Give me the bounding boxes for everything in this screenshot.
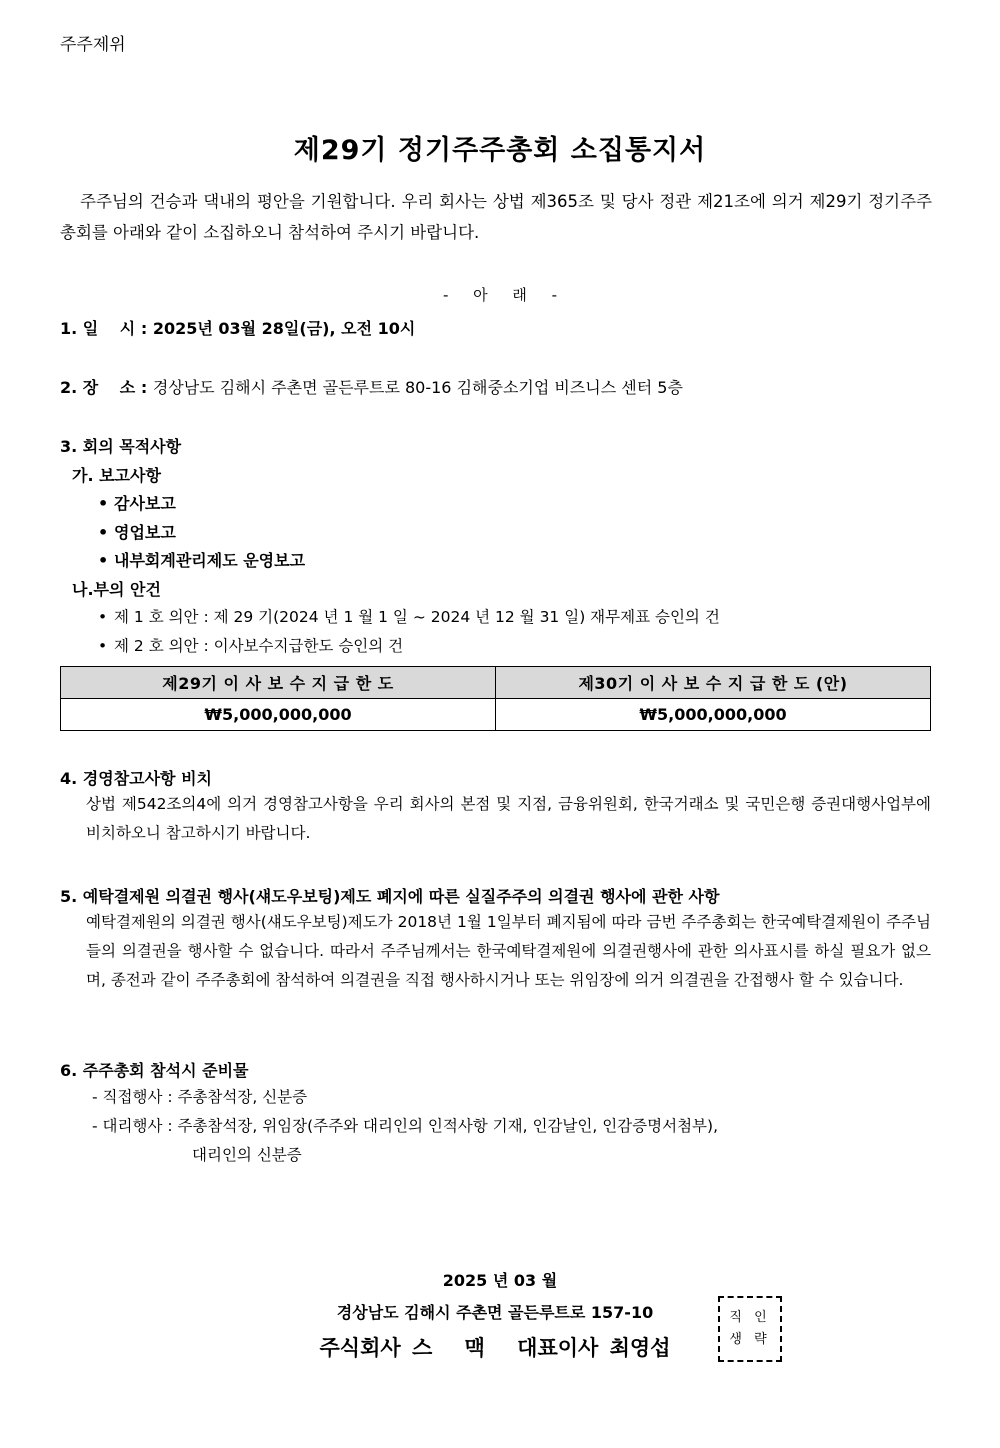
section-shadow-voting-heading: 5. 예탁결제원 의결권 행사(섀도우보팅)제도 폐지에 따른 실질주주의 의결권 행사에 관한 사항 [60,887,720,906]
section-place-label: 2. 장 소 : [60,378,153,397]
list-item-continuation: 대리인의 신분증 [192,1146,302,1164]
compensation-limit-table [60,666,931,731]
section-place [60,375,683,398]
section-materials-heading: 6. 주주총회 참석시 준비물 [60,1061,249,1080]
list-item: - 대리행사 : 주총참석장, 위임장(주주와 대리인의 인적사항 기재, 인감날인, 인감증명서첨부), [92,1117,718,1135]
seal-text: 생 략 [729,1332,771,1347]
section-reference-body: 상법 제542조의4에 의거 경영참고사항을 우리 회사의 본점 및 지점, 금융위원회, 한국거래소 및 국민은행 증권대행사업부에 비치하오니 참고하시기 바랍니다. [86,795,931,842]
section-agenda-heading: 3. 회의 목적사항 [60,437,182,456]
agenda-items-heading: 나.부의 안건 [72,580,161,599]
list-item: • 제 2 호 의안 : 이사보수지급한도 승인의 건 [98,637,404,655]
table-cell: ₩5,000,000,000 [496,699,931,731]
list-item: • 영업보고 [98,523,176,542]
footer-address: 경상남도 김해시 주촌면 골든루트로 157-10 [336,1303,654,1322]
seal-omitted-stamp [718,1296,782,1362]
section-date [60,316,415,339]
section-reference-heading: 4. 경영참고사항 비치 [60,769,212,788]
list-item: • 내부회계관리제도 운영보고 [98,551,306,570]
section-date-label: 1. 일 시 : [60,319,153,338]
table-row [61,699,931,731]
page-title: 제29기 정기주주총회 소집통지서 [293,135,707,166]
list-item: • 감사보고 [98,494,176,513]
table-cell: ₩5,000,000,000 [61,699,496,731]
table-header-cell: 제29기 이 사 보 수 지 급 한 도 [61,667,496,699]
report-items-heading: 가. 보고사항 [72,466,161,485]
section-date-value: 2025년 03월 28일(금), 오전 10시 [152,319,416,338]
seal-text: 직 인 [729,1310,771,1325]
section-shadow-voting-body: 예탁결제원의 의결권 행사(섀도우보팅)제도가 2018년 1월 1일부터 폐지됨에 따라 금번 주주총회는 한국예탁결제원이 주주님들의 의결권을 행사할 수 없습니다. 따라서 주주님께서는 한국예탁결제원에 의결권행사에 관한 의사표시를 하실 필요가 없으며, 종전과 같이 주주총회에 참석하여 의결권을 직접 행사하시거나 또는 위임장에 의거 의결권을 간접행사 할 수 있습니다. [86,913,931,989]
section-place-value: 경상남도 김해시 주촌면 골든루트로 80-16 김해중소기업 비즈니스 센터 5층 [152,378,683,397]
header-label: 주주제위 [60,35,126,55]
table-header-cell: 제30기 이 사 보 수 지 급 한 도 (안) [496,667,931,699]
footer-date: 2025 년 03 월 [442,1271,558,1290]
list-item: - 직접행사 : 주총참석장, 신분증 [92,1088,308,1106]
footer-company-ceo: 주식회사 스 맥 대표이사 최영섭 [319,1336,671,1360]
below-marker: - 아 래 - [442,286,558,304]
intro-paragraph: 주주님의 건승과 댁내의 평안을 기원합니다. 우리 회사는 상법 제365조 및 당사 정관 제21조에 의거 제29기 정기주주총회를 아래와 같이 소집하오니 참석하여 주시기 바랍니다. [60,192,932,242]
table-header-row [61,667,931,699]
list-item: • 제 1 호 의안 : 제 29 기(2024 년 1 월 1 일 ~ 2024 년 12 월 31 일) 재무제표 승인의 건 [98,608,720,626]
